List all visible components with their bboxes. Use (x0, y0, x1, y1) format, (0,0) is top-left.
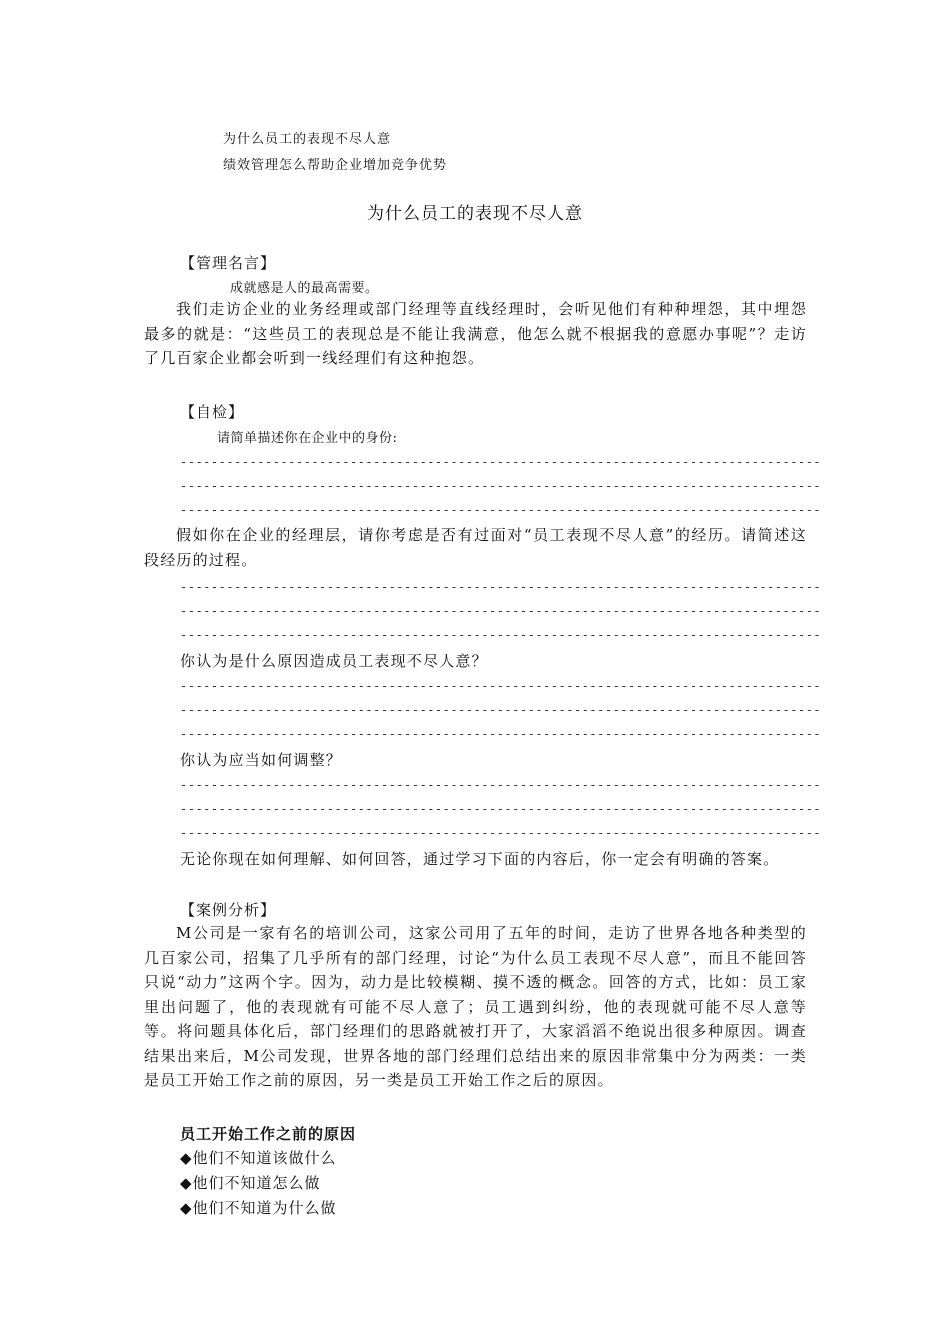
selfcheck-question-3: 你认为是什么原因造成员工表现不尽人意？ (180, 652, 488, 670)
toc-item-1[interactable]: 为什么员工的表现不尽人意 (223, 132, 392, 147)
answer-line[interactable]: ----------------------------------------------------------------------------------- (180, 604, 822, 618)
list-item: ◆他们不知道为什么做 (180, 1199, 337, 1217)
answer-line[interactable]: ----------------------------------------------------------------------------------- (180, 479, 822, 493)
selfcheck-closing: 无论你现在如何理解、如何回答，通过学习下面的内容后，你一定会有明确的答案。 (180, 850, 780, 868)
answer-line[interactable]: ----------------------------------------------------------------------------------- (180, 778, 822, 792)
answer-line[interactable]: ----------------------------------------------------------------------------------- (180, 503, 822, 517)
answer-line[interactable]: ----------------------------------------------------------------------------------- (180, 826, 822, 840)
answer-line[interactable]: ----------------------------------------------------------------------------------- (180, 455, 822, 469)
answer-line[interactable]: ----------------------------------------------------------------------------------- (180, 802, 822, 816)
answer-line[interactable]: ----------------------------------------------------------------------------------- (180, 703, 822, 717)
list-item: ◆他们不知道该做什么 (180, 1149, 337, 1167)
case-paragraph: M公司是一家有名的培训公司，这家公司用了五年的时间，走访了世界各地各种类型的几百家公司，招集了几乎所有的部门经理，讨论“为什么员工表现不尽人意”，而且不能回答只说“动力”这两个字。因为，动力是比较模糊、摸不透的概念。回答的方式，比如：员工家里出问题了，他的表现就有可能不尽人意了；员工遇到纠纷，他的表现就可能不尽人意等等。将问题具体化后，部门经理们的思路就被打开了，大家滔滔不绝说出很多种原因。调查结果出来后，M公司发现，世界各地的部门经理们总结出来的原因非常集中分为两类：一类是员工开始工作之前的原因，另一类是员工开始工作之后的原因。 (144, 924, 807, 1089)
selfcheck-question-4: 你认为应当如何调整？ (180, 751, 343, 769)
page-title: 为什么员工的表现不尽人意 (367, 204, 583, 224)
case-heading: 【案例分析】 (180, 901, 277, 919)
motto-heading: 【管理名言】 (180, 254, 277, 272)
answer-line[interactable]: ----------------------------------------------------------------------------------- (180, 727, 822, 741)
motto-quote: 成就感是人的最高需要。 (230, 281, 379, 296)
answer-line[interactable]: ----------------------------------------------------------------------------------- (180, 628, 822, 642)
selfcheck-heading: 【自检】 (180, 403, 245, 421)
selfcheck-question-2: 假如你在企业的经理层，请你考虑是否有过面对“员工表现不尽人意”的经历。请简述这段经历的过程。 (144, 526, 807, 569)
toc-item-2[interactable]: 绩效管理怎么帮助企业增加竞争优势 (223, 158, 448, 173)
motto-paragraph: 我们走访企业的业务经理或部门经理等直线经理时，会听见他们有种种埋怨，其中埋怨最多的就是：“这些员工的表现总是不能让我满意，他怎么就不根据我的意愿办事呢”？走访了几百家企业都会听到一线经理们有这种抱怨。 (144, 300, 807, 367)
list-item: ◆他们不知道怎么做 (180, 1174, 321, 1192)
answer-line[interactable]: ----------------------------------------------------------------------------------- (180, 679, 822, 693)
before-work-heading: 员工开始工作之前的原因 (180, 1125, 357, 1143)
selfcheck-prompt: 请简单描述你在企业中的身份: (217, 431, 398, 446)
answer-line[interactable]: ----------------------------------------------------------------------------------- (180, 580, 822, 594)
